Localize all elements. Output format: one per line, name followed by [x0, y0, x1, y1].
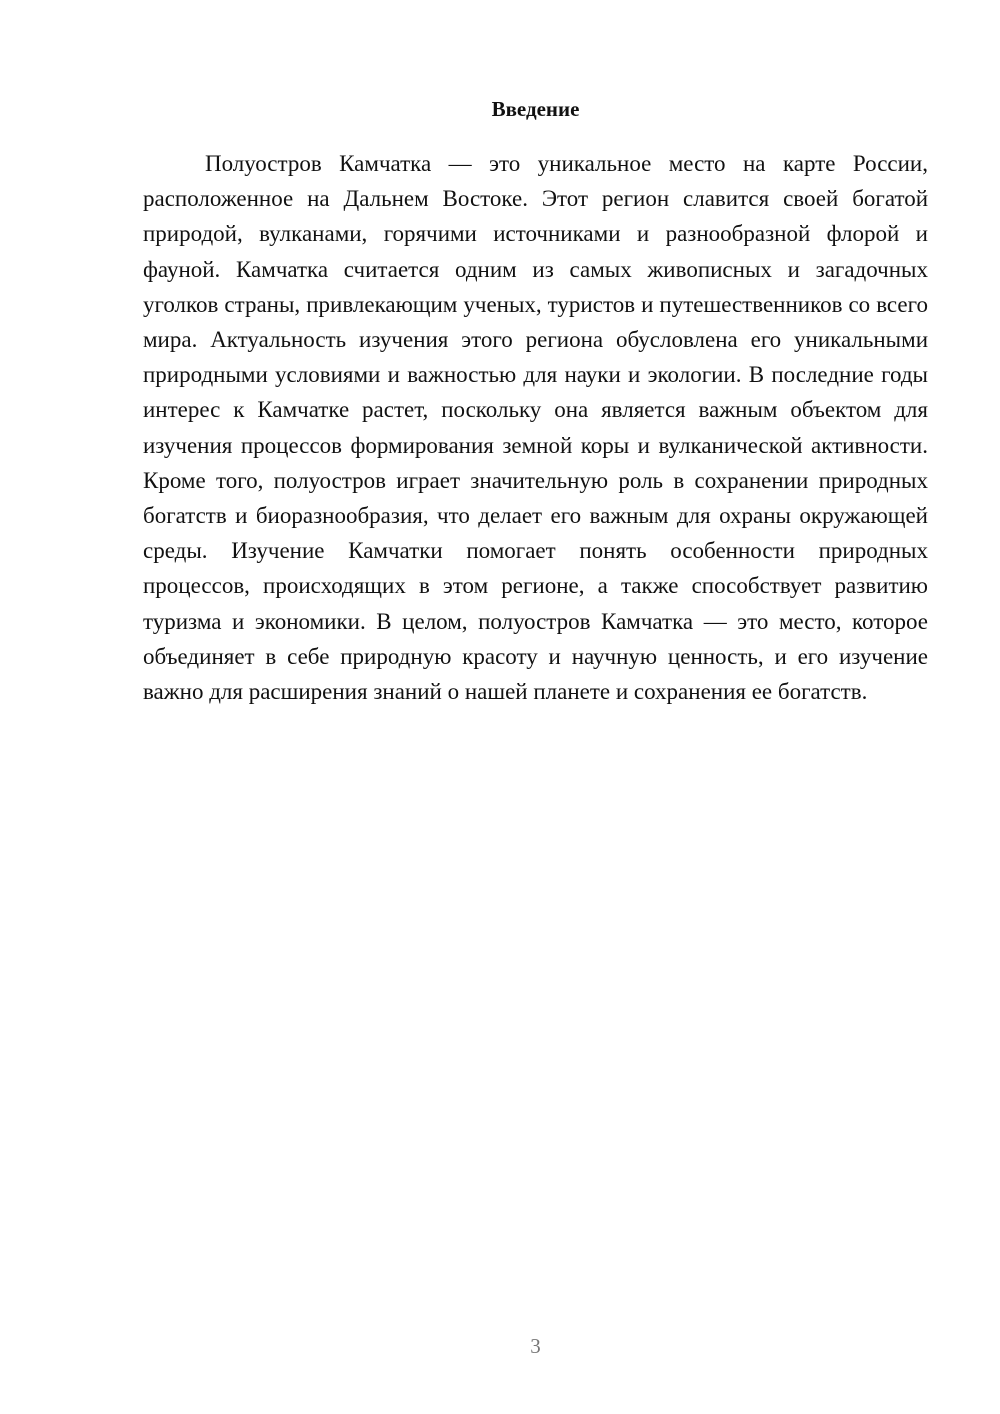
page-number: 3 — [530, 1334, 541, 1358]
body-paragraph: Полуостров Камчатка — это уникальное место на карте России, расположенное на Дальнем Востоке. Этот регион славится своей богатой природой, вулканами, горячими источниками и разнообразной флорой и фауной. Камчатка считается одним из самых живописных и загадочных уголков страны, привлекающим ученых, туристов и путешественников со всего мира. Актуальность изучения этого региона обусловлена его уникальными природными условиями и важностью для науки и экологии. В последние годы интерес к Камчатке растет, поскольку она является важным объектом для изучения процессов формирования земной коры и вулканической активности. Кроме того, полуостров играет значительную роль в сохранении природных богатств и биоразнообразия, что делает его важным для охраны окружающей среды. Изучение Камчатки помогает понять особенности природных процессов, происходящих в этом регионе, а также способствует развитию туризма и экономики. В целом, полуостров Камчатка — это место, которое объединяет в себе природную красоту и научную ценность, и его изучение важно для расширения знаний о нашей планете и сохранения ее богатств. — [143, 151, 928, 705]
section-heading: Введение — [491, 97, 580, 121]
